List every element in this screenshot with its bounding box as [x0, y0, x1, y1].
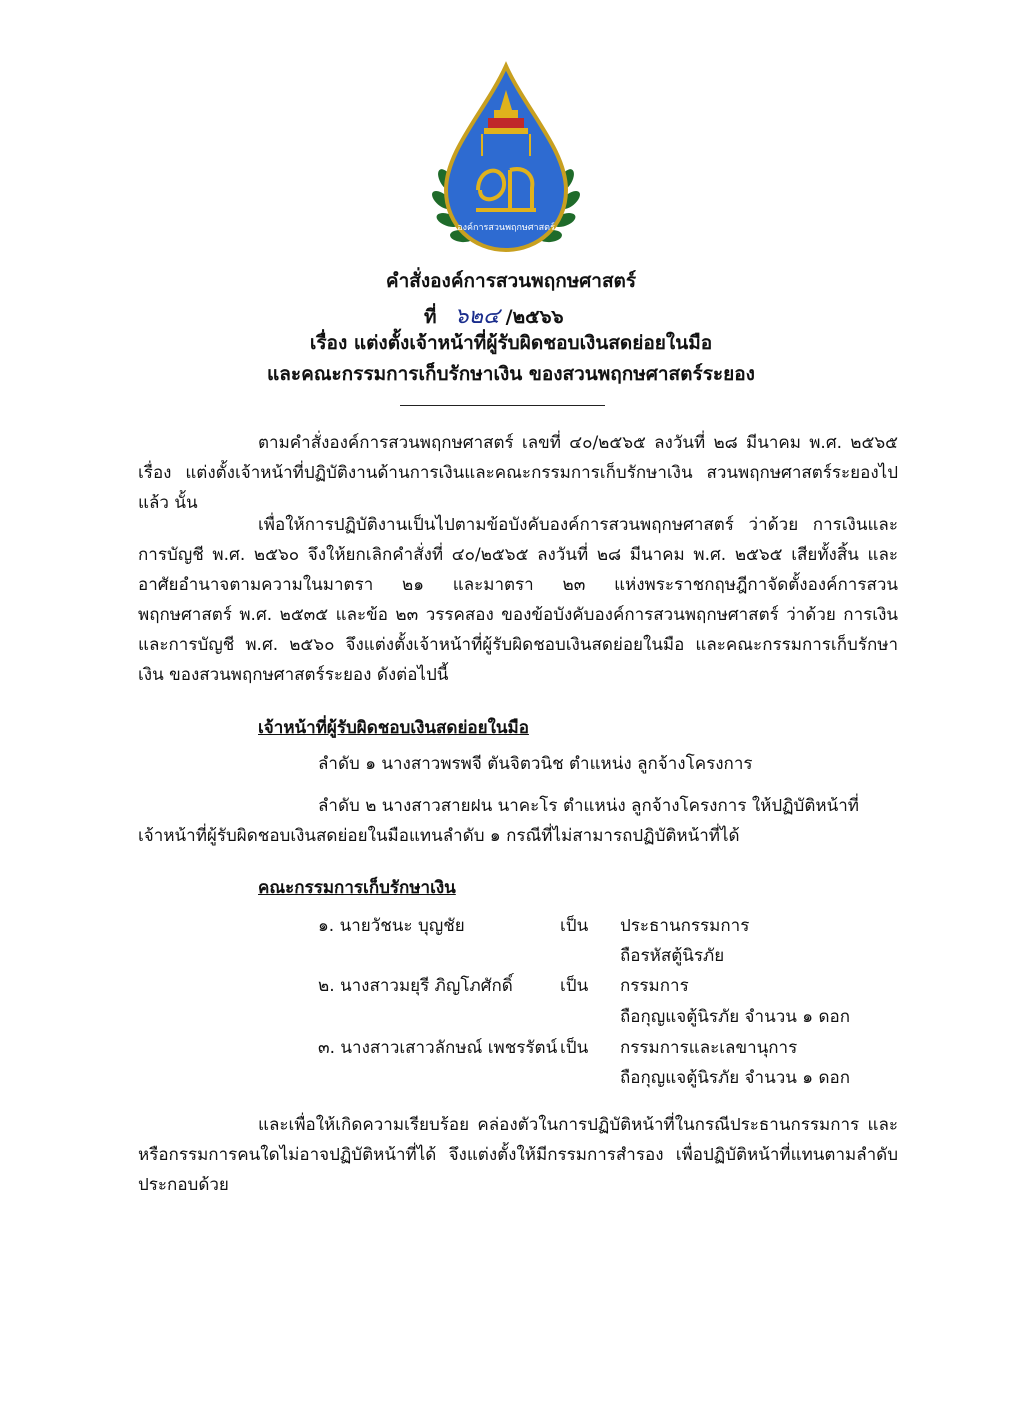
committee-member-name: ๓. นางสาวเสาวลักษณ์ เพชรรัตน์ — [318, 1038, 558, 1058]
section-heading-petty-cash: เจ้าหน้าที่ผู้รับผิดชอบเงินสดย่อยในมือ — [258, 718, 529, 738]
committee-member-as: เป็น — [560, 1038, 589, 1058]
committee-member-role: ประธานกรรมการ — [620, 916, 750, 936]
org-logo — [416, 60, 596, 260]
logo-caption: องค์การสวนพฤกษศาสตร์ — [457, 223, 555, 233]
committee-member-role: กรรมการและเลขานุการ — [620, 1038, 798, 1058]
petty-cash-officer-1: ลำดับ ๑ นางสาวพรพจี ตันจิตวนิช ตำแหน่ง ลูกจ้างโครงการ — [318, 754, 753, 774]
paragraph-3: และเพื่อให้เกิดความเรียบร้อย คล่องตัวในการปฏิบัติหน้าที่ในกรณีประธานกรรมการ และหรือกรรมการคนใดไม่อาจปฏิบัติหน้าที่ได้ จึงแต่งตั้งให้มีกรรมการสำรอง เพื่อปฏิบัติหน้าที่แทนตามลำดับ ประกอบด้วย — [138, 1115, 898, 1195]
committee-member-as: เป็น — [560, 916, 589, 936]
committee-member-duty: ถือกุญแจตู้นิรภัย จำนวน ๑ ดอก — [620, 1007, 850, 1027]
paragraph-2: เพื่อให้การปฏิบัติงานเป็นไปตามข้อบังคับองค์การสวนพฤกษศาสตร์ ว่าด้วย การเงินและการบัญชี พ.ศ. ๒๕๖๐ จึงให้ยกเลิกคำสั่งที่ ๔๐/๒๕๖๕ ลงวันที่ ๒๘ มีนาคม พ.ศ. ๒๕๖๕ เสียทั้งสิ้น และอาศัยอำนาจตามความในมาตรา ๒๑ และมาตรา ๒๓ แห่งพระราชกฤษฎีกาจัดตั้งองค์การสวนพฤกษศาสตร์ พ.ศ. ๒๕๓๕ และข้อ ๒๓ วรรคสอง ของข้อบังคับองค์การสวนพฤกษศาสตร์ ว่าด้วย การเงินและการบัญชี พ.ศ. ๒๕๖๐ จึงแต่งตั้งเจ้าหน้าที่ผู้รับผิดชอบเงินสดย่อยในมือ และคณะกรรมการเก็บรักษาเงิน ของสวนพฤกษศาสตร์ระยอง ดังต่อไปนี้ — [138, 515, 898, 685]
order-number-handwritten: ๖๒๔ — [454, 304, 500, 329]
paragraph-1: ตามคำสั่งองค์การสวนพฤกษศาสตร์ เลขที่ ๔๐/๒๕๖๕ ลงวันที่ ๒๘ มีนาคม พ.ศ. ๒๕๖๕ เรื่อง แต่งตั้งเจ้าหน้าที่ปฏิบัติงานด้านการเงินและคณะกรรมการเก็บรักษาเงิน สวนพฤกษศาสตร์ระยองไปแล้ว นั้น — [138, 433, 898, 513]
header-divider — [400, 405, 605, 406]
committee-member-name: ๒. นางสาวมยุรี ภิญโภศักดิ์ — [318, 976, 513, 996]
committee-member-name: ๑. นายวัชนะ บุญชัย — [318, 916, 465, 936]
committee-member-role: กรรมการ — [620, 976, 689, 996]
committee-member-duty: ถือรหัสตู้นิรภัย — [620, 946, 725, 966]
order-title: คำสั่งองค์การสวนพฤกษศาสตร์ — [385, 270, 637, 292]
subject-line-2: และคณะกรรมการเก็บรักษาเงิน ของสวนพฤกษศาสตร์ระยอง — [267, 363, 755, 385]
petty-cash-officer-2-cont: เจ้าหน้าที่ผู้รับผิดชอบเงินสดย่อยในมือแทนลำดับ ๑ กรณีที่ไม่สามารถปฏิบัติหน้าที่ได้ — [138, 826, 740, 846]
order-number-label: ที่ — [424, 306, 437, 328]
section-heading-committee: คณะกรรมการเก็บรักษาเงิน — [258, 878, 456, 898]
subject-line-1: เรื่อง แต่งตั้งเจ้าหน้าที่ผู้รับผิดชอบเงินสดย่อยในมือ — [309, 332, 713, 354]
committee-member-duty: ถือกุญแจตู้นิรภัย จำนวน ๑ ดอก — [620, 1068, 850, 1088]
order-number-year: /๒๕๖๖ — [505, 306, 564, 328]
petty-cash-officer-2: ลำดับ ๒ นางสาวสายฝน นาคะโร ตำแหน่ง ลูกจ้างโครงการ ให้ปฏิบัติหน้าที่ — [318, 796, 859, 816]
committee-member-as: เป็น — [560, 976, 589, 996]
